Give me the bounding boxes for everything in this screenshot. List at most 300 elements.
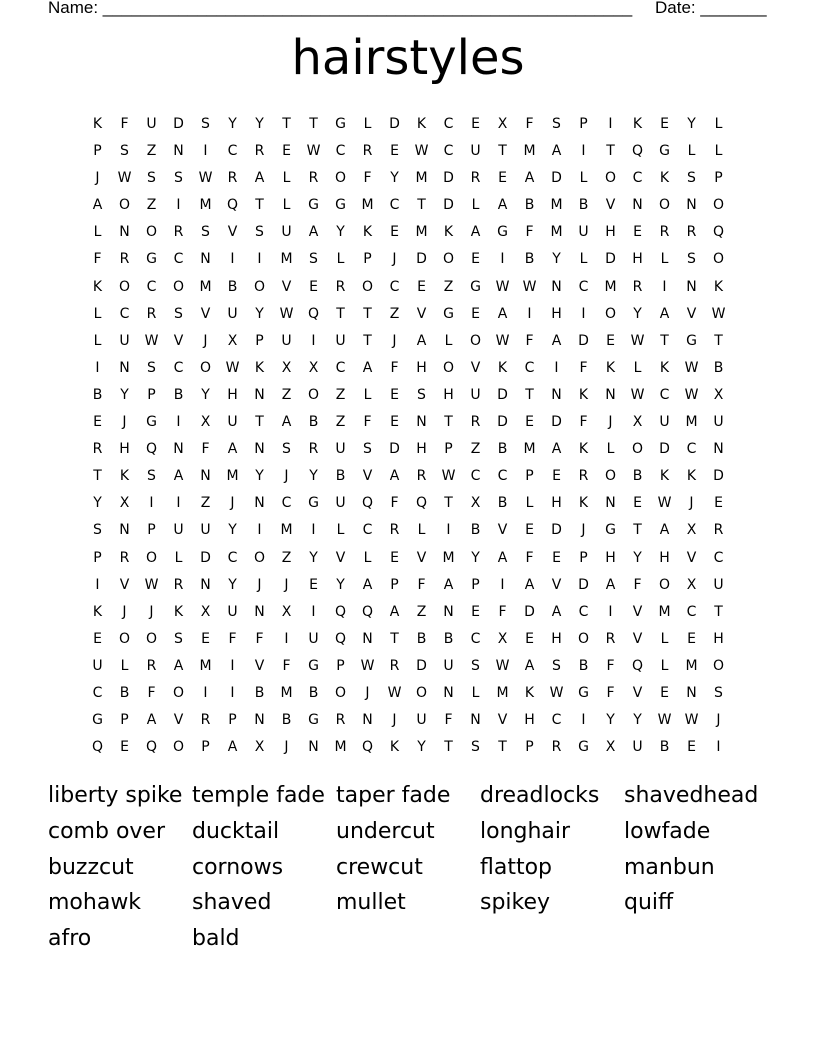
grid-letter: A — [659, 305, 670, 322]
grid-letter: L — [606, 441, 615, 458]
grid-letter: K — [92, 278, 103, 295]
grid-letter: N — [551, 278, 562, 295]
grid-letter: K — [659, 359, 670, 376]
grid-letter: B — [92, 386, 103, 403]
grid-letter: E — [390, 549, 399, 566]
grid-letter: R — [470, 414, 481, 431]
grid-letter: E — [714, 495, 723, 512]
grid-letter: V — [173, 712, 184, 729]
grid-letter: O — [469, 332, 482, 349]
word-bank-item: mohawk — [48, 890, 142, 916]
grid-letter: R — [254, 143, 265, 160]
grid-letter: A — [497, 305, 508, 322]
grid-letter: G — [92, 712, 103, 729]
grid-letter: B — [173, 386, 184, 403]
grid-letter: L — [282, 170, 291, 187]
grid-letter: G — [335, 197, 346, 214]
grid-letter: T — [498, 739, 507, 756]
grid-letter: A — [281, 414, 292, 431]
grid-letter: Y — [255, 468, 264, 485]
grid-letter: W — [657, 495, 672, 512]
grid-letter: N — [173, 143, 184, 160]
grid-letter: E — [390, 224, 399, 241]
grid-letter: X — [227, 332, 238, 349]
grid-letter: J — [257, 576, 262, 593]
grid-letter: V — [254, 657, 265, 674]
grid-letter: S — [120, 143, 129, 160]
grid-letter: U — [173, 522, 184, 539]
grid-letter: U — [308, 630, 319, 647]
grid-letter: M — [280, 522, 293, 539]
grid-letter: T — [336, 305, 345, 322]
grid-letter: E — [93, 414, 102, 431]
grid-letter: V — [497, 522, 508, 539]
grid-letter: Q — [91, 739, 104, 756]
grid-letter: B — [416, 630, 427, 647]
grid-letter: O — [334, 684, 347, 701]
grid-letter: W — [360, 657, 375, 674]
grid-letter: I — [176, 495, 181, 512]
grid-letter: B — [497, 495, 508, 512]
grid-letter: G — [443, 305, 454, 322]
grid-letter: V — [281, 278, 292, 295]
grid-letter: F — [390, 495, 399, 512]
grid-letter: O — [712, 197, 725, 214]
grid-letter: I — [311, 603, 316, 620]
grid-letter: R — [389, 522, 400, 539]
grid-letter: V — [686, 549, 697, 566]
word-bank-item: bald — [192, 926, 240, 952]
grid-letter: E — [633, 495, 642, 512]
grid-letter: G — [659, 143, 670, 160]
grid-letter: I — [554, 359, 559, 376]
grid-letter: R — [362, 143, 373, 160]
grid-letter: I — [95, 576, 100, 593]
grid-letter: H — [605, 549, 616, 566]
grid-letter: S — [201, 116, 210, 132]
word-bank-item: ducktail — [192, 818, 280, 844]
grid-letter: Y — [633, 549, 642, 566]
grid-letter: L — [93, 332, 102, 349]
grid-letter: D — [659, 441, 670, 458]
grid-letter: R — [551, 739, 562, 756]
grid-letter: Y — [336, 224, 345, 241]
grid-letter: H — [416, 359, 427, 376]
grid-letter: T — [714, 603, 723, 620]
grid-letter: S — [147, 170, 156, 187]
grid-letter: C — [686, 603, 697, 620]
grid-letter: A — [227, 441, 238, 458]
grid-letter: O — [415, 684, 428, 701]
grid-letter: R — [119, 251, 130, 268]
grid-letter: S — [552, 116, 561, 132]
grid-letter: U — [335, 441, 346, 458]
grid-letter: N — [362, 712, 373, 729]
grid-letter: R — [146, 305, 157, 322]
grid-letter: Y — [228, 576, 237, 593]
grid-letter: E — [390, 414, 399, 431]
grid-letter: I — [500, 251, 505, 268]
grid-letter: S — [93, 522, 102, 539]
grid-letter: Q — [415, 495, 428, 512]
grid-letter: A — [362, 576, 373, 593]
grid-letter: S — [201, 224, 210, 241]
grid-letter: C — [389, 197, 400, 214]
grid-letter: V — [362, 468, 373, 485]
grid-letter: T — [282, 116, 291, 132]
grid-letter: Y — [633, 712, 642, 729]
grid-letter: I — [230, 657, 235, 674]
grid-letter: K — [362, 224, 373, 241]
grid-letter: M — [523, 441, 536, 458]
grid-letter: I — [527, 305, 532, 322]
grid-letter: W — [711, 305, 726, 322]
grid-letter: N — [119, 522, 130, 539]
grid-letter: X — [308, 359, 319, 376]
grid-letter: J — [716, 712, 721, 729]
grid-letter: L — [93, 224, 102, 241]
grid-letter: B — [578, 657, 589, 674]
grid-letter: K — [524, 684, 535, 701]
grid-letter: D — [443, 170, 454, 187]
date-field-label: Date: _______ — [655, 0, 767, 17]
grid-letter: Q — [631, 657, 644, 674]
grid-letter: V — [200, 305, 211, 322]
grid-letter: N — [200, 468, 211, 485]
grid-letter: O — [145, 630, 158, 647]
grid-letter: H — [551, 630, 562, 647]
grid-letter: F — [606, 657, 615, 674]
grid-letter: F — [525, 332, 534, 349]
grid-letter: O — [172, 278, 185, 295]
grid-letter: V — [632, 684, 643, 701]
grid-letter: B — [524, 251, 535, 268]
grid-letter: C — [713, 549, 724, 566]
grid-letter: W — [684, 712, 699, 729]
grid-letter: R — [227, 170, 238, 187]
grid-letter: K — [416, 116, 427, 132]
grid-letter: D — [497, 386, 508, 403]
grid-letter: A — [551, 603, 562, 620]
grid-letter: D — [551, 170, 562, 187]
grid-letter: M — [361, 197, 374, 214]
grid-letter: E — [417, 278, 426, 295]
grid-letter: F — [228, 630, 237, 647]
word-bank-item: mullet — [336, 890, 406, 916]
grid-letter: G — [308, 657, 319, 674]
grid-letter: V — [416, 305, 427, 322]
word-bank-item: buzzcut — [48, 854, 134, 880]
grid-letter: M — [658, 603, 671, 620]
grid-letter: I — [581, 305, 586, 322]
grid-letter: C — [497, 468, 508, 485]
grid-letter: W — [684, 386, 699, 403]
grid-letter: D — [605, 251, 616, 268]
grid-letter: I — [257, 522, 262, 539]
grid-letter: M — [496, 684, 509, 701]
grid-letter: A — [92, 197, 103, 214]
grid-letter: W — [630, 332, 645, 349]
grid-letter: U — [335, 332, 346, 349]
grid-letter: F — [525, 549, 534, 566]
grid-letter: K — [578, 386, 589, 403]
grid-letter: W — [495, 332, 510, 349]
grid-letter: X — [713, 386, 724, 403]
grid-letter: N — [686, 684, 697, 701]
grid-letter: D — [551, 522, 562, 539]
grid-letter: V — [470, 359, 481, 376]
grid-letter: O — [199, 359, 212, 376]
grid-letter: B — [254, 684, 265, 701]
grid-letter: K — [632, 116, 643, 132]
grid-letter: C — [146, 278, 157, 295]
word-bank-item: crewcut — [336, 854, 423, 880]
grid-letter: C — [632, 170, 643, 187]
grid-letter: K — [497, 359, 508, 376]
grid-letter: L — [660, 251, 669, 268]
grid-letter: J — [365, 684, 370, 701]
grid-letter: P — [579, 116, 588, 132]
grid-letter: C — [443, 143, 454, 160]
grid-letter: T — [633, 522, 642, 539]
grid-letter: O — [145, 224, 158, 241]
grid-letter: C — [92, 684, 103, 701]
grid-letter: E — [309, 576, 318, 593]
grid-letter: O — [307, 386, 320, 403]
grid-letter: R — [713, 522, 724, 539]
grid-letter: X — [497, 116, 508, 132]
grid-letter: V — [497, 712, 508, 729]
grid-letter: P — [471, 576, 480, 593]
grid-letter: B — [335, 468, 346, 485]
grid-letter: L — [363, 549, 372, 566]
grid-letter: F — [93, 251, 102, 268]
grid-letter: K — [254, 359, 265, 376]
grid-letter: Q — [334, 603, 347, 620]
grid-letter: V — [551, 576, 562, 593]
grid-letter: N — [119, 359, 130, 376]
grid-letter: X — [200, 414, 211, 431]
grid-letter: N — [605, 495, 616, 512]
grid-letter: N — [119, 224, 130, 241]
grid-letter: U — [227, 414, 238, 431]
grid-letter: Y — [471, 549, 480, 566]
grid-letter: J — [581, 522, 586, 539]
grid-letter: M — [442, 549, 455, 566]
grid-letter: L — [282, 197, 291, 214]
grid-letter: J — [149, 603, 154, 620]
grid-letter: V — [632, 603, 643, 620]
grid-letter: H — [443, 386, 454, 403]
grid-letter: P — [579, 549, 588, 566]
grid-letter: I — [203, 143, 208, 160]
grid-letter: A — [497, 197, 508, 214]
grid-letter: R — [173, 576, 184, 593]
grid-letter: W — [198, 170, 213, 187]
grid-letter: W — [117, 170, 132, 187]
grid-letter: W — [306, 143, 321, 160]
grid-letter: K — [92, 603, 103, 620]
grid-letter: H — [632, 251, 643, 268]
grid-letter: P — [201, 739, 210, 756]
grid-letter: U — [119, 332, 130, 349]
grid-letter: E — [525, 414, 534, 431]
grid-letter: O — [118, 197, 131, 214]
grid-letter: U — [146, 116, 157, 132]
grid-letter: C — [659, 386, 670, 403]
grid-letter: B — [497, 441, 508, 458]
grid-letter: V — [227, 224, 238, 241]
grid-letter: D — [578, 332, 589, 349]
grid-letter: T — [93, 468, 102, 485]
header-line — [48, 0, 767, 18]
grid-letter: C — [227, 143, 238, 160]
grid-letter: P — [228, 712, 237, 729]
grid-letter: Q — [334, 630, 347, 647]
grid-letter: B — [659, 739, 670, 756]
grid-letter: Y — [633, 305, 642, 322]
grid-letter: W — [441, 468, 456, 485]
grid-letter: M — [199, 278, 212, 295]
grid-letter: A — [443, 576, 454, 593]
grid-letter: L — [714, 116, 723, 132]
grid-letter: Y — [417, 739, 426, 756]
grid-letter: S — [255, 224, 264, 241]
grid-letter: U — [470, 386, 481, 403]
grid-letter: O — [712, 251, 725, 268]
grid-letter: Y — [687, 116, 696, 132]
grid-letter: C — [524, 359, 535, 376]
grid-letter: E — [525, 630, 534, 647]
grid-letter: F — [255, 630, 264, 647]
grid-letter: Z — [470, 441, 481, 458]
grid-letter: F — [579, 359, 588, 376]
grid-letter: N — [605, 386, 616, 403]
word-bank-item: cornows — [192, 854, 284, 880]
grid-letter: A — [173, 657, 184, 674]
grid-letter: N — [470, 712, 481, 729]
grid-letter: B — [308, 414, 319, 431]
grid-letter: K — [659, 170, 670, 187]
grid-letter: S — [174, 305, 183, 322]
grid-letter: V — [335, 549, 346, 566]
grid-letter: Z — [146, 143, 157, 160]
grid-letter: L — [525, 495, 534, 512]
grid-letter: A — [389, 603, 400, 620]
grid-letter: H — [605, 224, 616, 241]
grid-letter: A — [524, 576, 535, 593]
grid-letter: M — [685, 414, 698, 431]
grid-letter: G — [470, 278, 481, 295]
grid-letter: A — [173, 468, 184, 485]
grid-letter: R — [200, 712, 211, 729]
grid-letter: N — [173, 441, 184, 458]
grid-letter: R — [578, 468, 589, 485]
grid-letter: L — [417, 522, 426, 539]
grid-letter: N — [443, 684, 454, 701]
grid-letter: H — [659, 549, 670, 566]
grid-letter: I — [230, 251, 235, 268]
grid-letter: R — [470, 170, 481, 187]
grid-letter: D — [497, 414, 508, 431]
grid-letter: D — [524, 603, 535, 620]
grid-letter: I — [500, 576, 505, 593]
grid-letter: L — [660, 657, 669, 674]
grid-letter: A — [254, 170, 265, 187]
grid-letter: C — [227, 549, 238, 566]
grid-letter: L — [579, 251, 588, 268]
word-bank-item: taper fade — [336, 783, 451, 808]
grid-letter: A — [551, 441, 562, 458]
grid-letter: R — [632, 278, 643, 295]
grid-letter: X — [497, 630, 508, 647]
grid-letter: I — [446, 522, 451, 539]
grid-letter: I — [203, 684, 208, 701]
grid-letter: Y — [228, 522, 237, 539]
grid-letter: C — [470, 630, 481, 647]
grid-letter: I — [176, 197, 181, 214]
word-bank-item: afro — [48, 926, 92, 952]
grid-letter: X — [119, 495, 130, 512]
grid-letter: N — [254, 712, 265, 729]
grid-letter: Y — [201, 386, 210, 403]
grid-letter: J — [392, 251, 397, 268]
grid-letter: I — [608, 603, 613, 620]
grid-letter: N — [254, 603, 265, 620]
word-bank-item: temple fade — [192, 783, 325, 808]
grid-letter: C — [119, 305, 130, 322]
grid-letter: I — [230, 684, 235, 701]
grid-letter: C — [389, 278, 400, 295]
grid-letter: B — [119, 684, 130, 701]
grid-letter: D — [416, 251, 427, 268]
grid-letter: R — [119, 549, 130, 566]
grid-letter: L — [471, 684, 480, 701]
word-bank-item: comb over — [48, 818, 166, 844]
grid-letter: Z — [200, 495, 211, 512]
grid-letter: J — [284, 576, 289, 593]
grid-letter: T — [444, 414, 453, 431]
grid-letter: Q — [226, 197, 239, 214]
grid-letter: F — [120, 116, 129, 132]
grid-letter: W — [630, 386, 645, 403]
grid-letter: Q — [361, 603, 374, 620]
grid-letter: N — [362, 630, 373, 647]
grid-letter: S — [282, 441, 291, 458]
grid-letter: T — [714, 332, 723, 349]
grid-letter: M — [604, 278, 617, 295]
grid-letter: N — [308, 739, 319, 756]
grid-letter: W — [225, 359, 240, 376]
grid-letter: K — [686, 468, 697, 485]
grid-letter: V — [605, 197, 616, 214]
grid-letter: G — [308, 495, 319, 512]
grid-letter: Z — [281, 386, 292, 403]
grid-letter: S — [552, 657, 561, 674]
grid-letter: P — [525, 468, 534, 485]
grid-letter: G — [578, 684, 589, 701]
grid-letter: A — [146, 712, 157, 729]
word-bank-item: lowfade — [624, 818, 711, 844]
name-field-label: Name: ________________________________________________________ — [48, 0, 633, 17]
word-bank — [48, 778, 768, 957]
grid-letter: M — [199, 657, 212, 674]
grid-letter: E — [606, 332, 615, 349]
grid-letter: N — [632, 197, 643, 214]
grid-letter: G — [146, 251, 157, 268]
grid-letter: E — [471, 116, 480, 132]
grid-letter: E — [660, 116, 669, 132]
